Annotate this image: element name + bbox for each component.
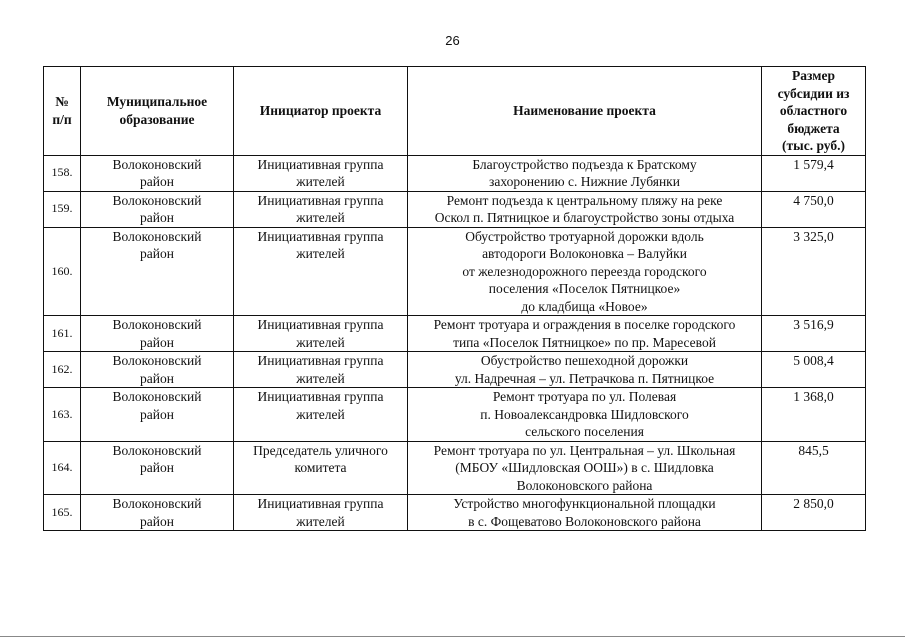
municipality-cell-line: Волоконовский: [112, 228, 202, 244]
row-number: 164.: [44, 441, 81, 495]
municipality-cell-line: Волоконовский: [112, 156, 202, 172]
row-number: 158.: [44, 155, 81, 191]
initiator-cell-line: Инициативная группа: [257, 389, 384, 404]
project-cell-line: Благоустройство подъезда к Братскому: [472, 156, 697, 172]
project-cell: [408, 441, 762, 495]
page-bottom-divider: [0, 636, 905, 637]
table-row: [44, 227, 866, 316]
header-num-line: №: [55, 94, 69, 110]
project-cell-line: до кладбища «Новое»: [521, 298, 648, 314]
initiator-cell-line: Председатель уличного: [253, 442, 388, 458]
municipality-cell-line: район: [140, 174, 174, 189]
amount-cell: 1 579,4: [762, 155, 866, 191]
project-cell-line: Ремонт тротуара по ул. Центральная – ул. Школьная: [433, 442, 736, 458]
initiator-cell-line: Инициативная группа: [257, 228, 384, 244]
initiator-cell: [234, 227, 408, 316]
municipality-cell: [81, 155, 234, 191]
amount-cell: 4 750,0: [762, 191, 866, 227]
initiator-cell-line: Инициативная группа: [257, 317, 384, 332]
municipality-cell-line: Волоконовский: [112, 353, 202, 368]
header-num-line: п/п: [52, 111, 72, 127]
header-municipality-line: образование: [119, 111, 195, 127]
municipality-cell: [81, 388, 234, 442]
initiator-cell-line: жителей: [296, 246, 345, 261]
project-cell: [408, 155, 762, 191]
municipality-cell-line: Волоконовский: [112, 317, 202, 332]
initiator-cell: [234, 441, 408, 495]
project-cell: [408, 191, 762, 227]
project-cell-line: в с. Фощеватово Волоконовского района: [468, 513, 701, 529]
header-amount-line: (тыс. руб.): [782, 138, 845, 153]
header-amount-line: бюджета: [787, 120, 840, 136]
municipality-cell-line: район: [140, 513, 174, 529]
amount-cell: 5 008,4: [762, 352, 866, 388]
municipality-cell-line: район: [140, 370, 174, 386]
municipality-cell: [81, 495, 234, 531]
table-row: [44, 316, 866, 352]
project-cell-line: Ремонт тротуара по ул. Полевая: [492, 389, 677, 404]
municipality-cell-line: Волоконовский: [112, 442, 202, 458]
municipality-cell-line: Волоконовский: [112, 389, 202, 404]
project-cell-line: автодороги Волоконовка – Валуйки: [482, 246, 687, 261]
municipality-cell: [81, 441, 234, 495]
header-amount-line: субсидии из: [777, 85, 850, 101]
table-row: [44, 352, 866, 388]
project-cell-line: типа «Поселок Пятницкое» по пр. Маресевой: [453, 334, 716, 350]
municipality-cell: [81, 352, 234, 388]
initiator-cell: [234, 495, 408, 531]
amount-cell: 3 516,9: [762, 316, 866, 352]
initiator-cell: [234, 155, 408, 191]
municipality-cell-line: район: [140, 246, 174, 261]
initiator-cell: [234, 352, 408, 388]
initiator-cell-line: Инициативная группа: [257, 496, 384, 511]
amount-cell: 1 368,0: [762, 388, 866, 442]
project-cell-line: п. Новоалександровка Шидловского: [480, 406, 689, 422]
project-cell-line: Ремонт подъезда к центральному пляжу на реке: [446, 192, 723, 208]
initiator-cell-line: комитета: [294, 460, 347, 475]
table-body: [44, 155, 866, 531]
initiator-cell: [234, 191, 408, 227]
initiator-cell-line: жителей: [296, 334, 345, 350]
initiator-cell-line: Инициативная группа: [257, 353, 384, 368]
project-cell-line: Обустройство тротуарной дорожки вдоль: [465, 228, 704, 244]
table-row: [44, 495, 866, 531]
project-cell-line: Обустройство пешеходной дорожки: [480, 353, 689, 368]
initiator-cell-line: Инициативная группа: [257, 192, 384, 208]
project-cell: [408, 388, 762, 442]
project-cell-line: захоронению с. Нижние Лубянки: [489, 174, 680, 189]
header-project: Наименование проекта: [408, 67, 762, 156]
header-municipality-line: Муниципальное: [106, 94, 208, 110]
row-number: 161.: [44, 316, 81, 352]
table-header-row: [44, 67, 866, 156]
municipality-cell: [81, 316, 234, 352]
row-number: 160.: [44, 227, 81, 316]
project-cell: [408, 316, 762, 352]
row-number: 159.: [44, 191, 81, 227]
row-number: 163.: [44, 388, 81, 442]
row-number: 162.: [44, 352, 81, 388]
municipality-cell-line: район: [140, 406, 174, 422]
row-number: 165.: [44, 495, 81, 531]
initiator-cell: [234, 388, 408, 442]
amount-cell: 2 850,0: [762, 495, 866, 531]
project-cell: [408, 352, 762, 388]
municipality-cell-line: район: [140, 460, 174, 475]
initiator-cell-line: жителей: [296, 174, 345, 189]
header-amount: [762, 67, 866, 156]
project-cell-line: Устройство многофункциональной площадки: [453, 496, 716, 511]
municipality-cell-line: район: [140, 334, 174, 350]
table-row: [44, 155, 866, 191]
municipality-cell-line: Волоконовский: [112, 496, 202, 511]
table-row: [44, 191, 866, 227]
header-amount-line: Размер: [792, 68, 835, 83]
initiator-cell-line: жителей: [296, 513, 345, 529]
table-row: [44, 388, 866, 442]
municipality-cell: [81, 191, 234, 227]
header-municipality: [81, 67, 234, 156]
project-cell-line: от железнодорожного переезда городского: [462, 263, 707, 279]
amount-cell: 845,5: [762, 441, 866, 495]
subsidy-table: [43, 66, 866, 531]
project-cell: [408, 495, 762, 531]
project-cell-line: сельского поселения: [525, 424, 644, 439]
project-cell-line: (МБОУ «Шидловская ООШ») в с. Шидловка: [455, 460, 714, 475]
project-cell-line: Волоконовского района: [516, 477, 653, 493]
initiator-cell-line: жителей: [296, 210, 345, 225]
project-cell-line: ул. Надречная – ул. Петрачкова п. Пятницкое: [454, 370, 715, 386]
header-amount-line: областного: [779, 103, 848, 118]
amount-cell: 3 325,0: [762, 227, 866, 316]
project-cell-line: поселения «Поселок Пятницкое»: [488, 281, 681, 296]
project-cell-line: Оскол п. Пятницкое и благоустройство зоны отдыха: [434, 210, 735, 225]
initiator-cell-line: жителей: [296, 406, 345, 422]
municipality-cell-line: район: [140, 210, 174, 225]
project-cell: [408, 227, 762, 316]
page-number: 26: [445, 33, 460, 48]
initiator-cell: [234, 316, 408, 352]
municipality-cell-line: Волоконовский: [112, 192, 202, 208]
municipality-cell: [81, 227, 234, 316]
header-initiator: Инициатор проекта: [234, 67, 408, 156]
project-cell-line: Ремонт тротуара и ограждения в поселке городского: [433, 317, 736, 332]
header-num: [44, 67, 81, 156]
initiator-cell-line: жителей: [296, 370, 345, 386]
table-row: [44, 441, 866, 495]
initiator-cell-line: Инициативная группа: [257, 156, 384, 172]
